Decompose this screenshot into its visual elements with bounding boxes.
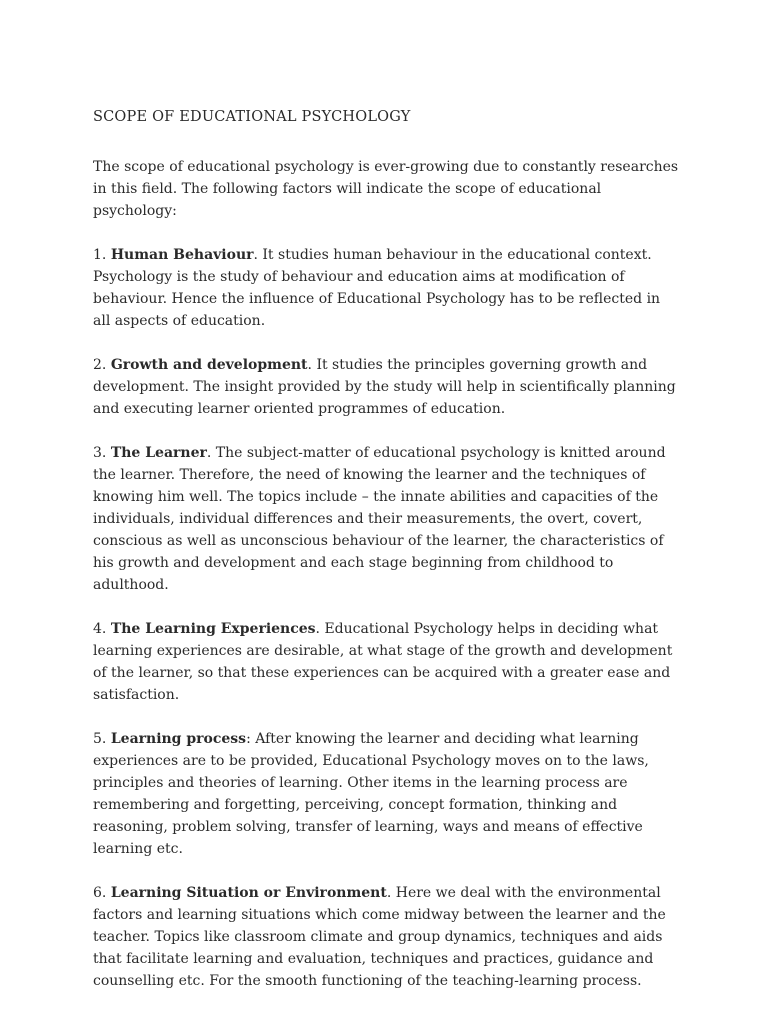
section-number: 3.	[93, 445, 107, 461]
section-2	[93, 354, 680, 420]
section-5	[93, 728, 680, 860]
document-title: SCOPE OF EDUCATIONAL PSYCHOLOGY	[93, 109, 411, 125]
section-heading: Human Behaviour	[110, 247, 254, 263]
section-body: Educational Psychology helps in deciding what learning experiences are desirable, at what stage of the growth and development of the learner, so that these experiences can be acquired with a greater ease and satisfaction.	[93, 621, 673, 703]
section-body: It studies human behaviour in the educational context. Psychology is the study of behaviour and education aims at modification of behaviour. Hence the influence of Educational Psychology has to be reflected in all aspects of education.	[93, 247, 661, 329]
section-heading: The Learning Experiences	[110, 621, 316, 637]
section-body: The subject-matter of educational psychology is knitted around the learner. Therefore, the need of knowing the learner and the techniques of knowing him well. The topics include – the innate abilities and capacities of the individuals, individual differences and their measurements, the overt, covert, conscious as well as unconscious behaviour of the learner, the characteristics of his growth and development and each stage beginning from childhood to adulthood.	[93, 445, 666, 593]
section-number: 5.	[93, 731, 107, 747]
section-1	[93, 244, 680, 332]
section-6	[93, 882, 680, 992]
section-3	[93, 442, 680, 596]
intro-paragraph: The scope of educational psychology is ever-growing due to constantly researches in this field. The following factors will indicate the scope of educational psychology:	[93, 159, 679, 219]
section-heading: The Learner	[110, 445, 207, 461]
section-number: 6.	[93, 885, 107, 901]
section-separator: :	[246, 731, 251, 747]
section-separator: .	[206, 445, 212, 461]
section-number: 4.	[93, 621, 107, 637]
section-separator: .	[386, 885, 392, 901]
section-heading: Growth and development	[110, 357, 308, 373]
section-body: After knowing the learner and deciding what learning experiences are to be provided, Educational Psychology moves on to the laws, principles and theories of learning. Other items in the learning process are remembering and forgetting, perceiving, concept formation, thinking and reasoning, problem solving, transfer of learning, ways and means of effective learning etc.	[93, 731, 649, 857]
section-separator: .	[307, 357, 312, 373]
section-body: Here we deal with the environmental factors and learning situations which come midway between the learner and the teacher. Topics like classroom climate and group dynamics, techniques and aids that facilitate learning and evaluation, techniques and practices, guidance and counselling etc. For the smooth functioning of the teaching-learning process.	[93, 885, 666, 989]
section-number: 1.	[93, 247, 107, 263]
section-separator: .	[253, 247, 258, 263]
section-4	[93, 618, 680, 706]
section-separator: .	[315, 621, 320, 637]
section-body: It studies the principles governing growth and development. The insight provided by the study will help in scientifically planning and executing learner oriented programmes of education.	[93, 357, 676, 417]
section-heading: Learning process	[110, 731, 247, 747]
section-heading: Learning Situation or Environment	[110, 885, 387, 901]
section-number: 2.	[93, 357, 107, 373]
